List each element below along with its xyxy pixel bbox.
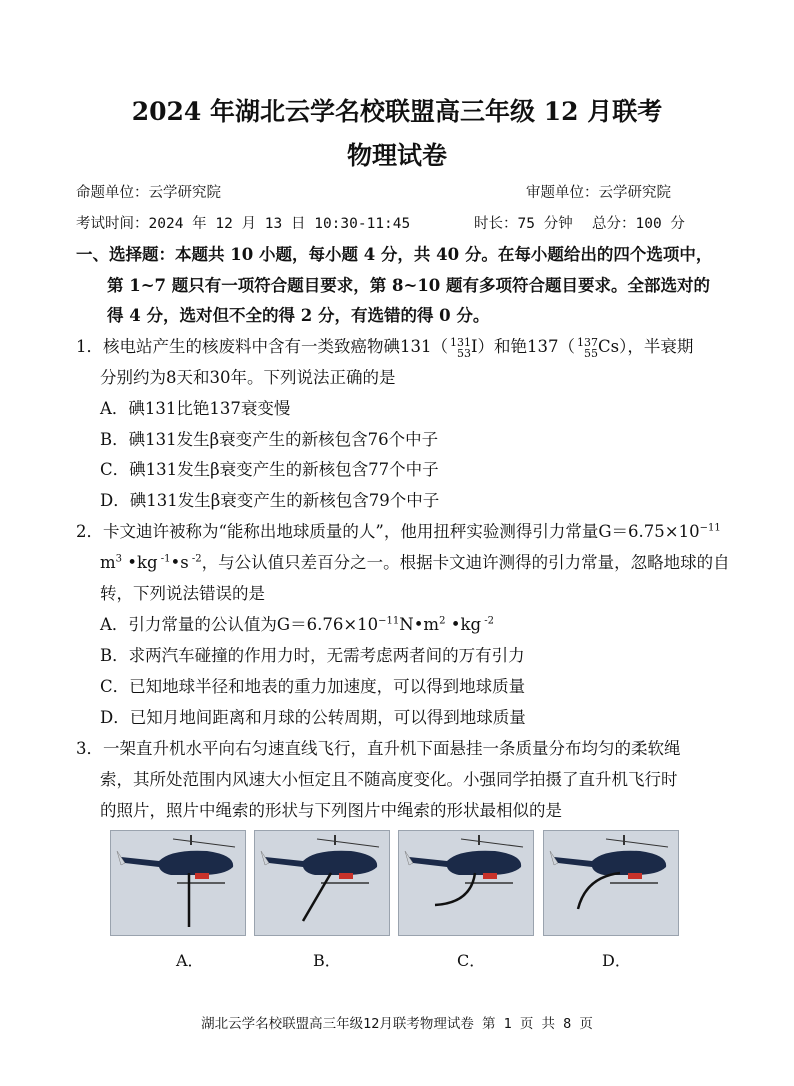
q2-opt-a-exp2: 2 [439, 615, 446, 627]
photo-label-c: C． [457, 951, 486, 970]
exam-subtitle: 物理试卷 [346, 141, 447, 170]
q2-stem-line3: 转，下列说法错误的是 [100, 584, 265, 603]
section-heading-line1: 一、选择题：本题共 10 小题，每小题 4 分，共 40 分。在每小题给出的四个选项中， [76, 245, 713, 264]
q2-opt-a-exp3: -2 [481, 615, 494, 627]
iso1-number: 53 [457, 346, 471, 360]
photo-label-d: D． [602, 951, 631, 970]
exam-time: 考试时间：2024 年 12 月 13 日 10:30-11:45 [76, 216, 411, 232]
helicopter-rope-curved-concave [399, 831, 533, 935]
q1-option-b[interactable]: B．碘131发生β衰变产生的新核包含76个中子 [100, 430, 439, 449]
q1-stem-part3: ），半衰期 [619, 337, 694, 356]
q1-stem-part1: 1．核电站产生的核废料中含有一类致癌物碘131（ [76, 337, 448, 356]
iso1-mass: 131 [450, 335, 471, 349]
q1-option-d[interactable]: D．碘131发生β衰变产生的新核包含79个中子 [100, 491, 440, 510]
section-heading-line3: 得 4 分，选对但不全的得 2 分，有选错的得 0 分。 [107, 306, 490, 325]
q3-stem-line2: 索，其所处范围内风速大小恒定且不随高度变化。小强同学拍摄了直升机飞行时 [100, 770, 678, 789]
iso1-symbol: I [471, 337, 478, 356]
q2-opt-a-exp1: −11 [378, 615, 400, 627]
q2-option-a[interactable] [100, 611, 494, 635]
q2-opt-a-unit: N•m [399, 615, 440, 634]
iso2-number: 55 [584, 346, 599, 360]
photo-option-a[interactable] [110, 830, 246, 936]
q3-stem-line1: 3．一架直升机水平向右匀速直线飞行，直升机下面悬挂一条质量分布均匀的柔软绳 [76, 739, 681, 758]
photo-option-b[interactable] [254, 830, 390, 936]
helicopter-rope-straight-slanted [255, 831, 389, 935]
section-heading-line2: 第 1~7 题只有一项符合题目要求，第 8~10 题有多项符合题目要求。全部选对的 [107, 276, 711, 295]
isotope-cesium [577, 337, 598, 359]
q2-opt-a-text: A．引力常量的公认值为G＝6.76×10 [100, 615, 379, 634]
page-footer: 湖北云学名校联盟高三年级12月联考物理试卷 第 1 页 共 8 页 [201, 1016, 593, 1032]
q2-unit-s-exp: -2 [188, 553, 202, 565]
q2-stem-line2 [100, 549, 730, 573]
review-unit: 审题单位：云学研究院 [526, 185, 671, 201]
q2-opt-a-kg: •kg [445, 615, 482, 634]
q1-stem-part2: ）和铯137（ [477, 337, 576, 356]
photo-label-b: B． [313, 951, 341, 970]
q2-option-d[interactable]: D．已知月地间距离和月球的公转周期，可以得到地球质量 [100, 708, 526, 727]
q2-option-b[interactable]: B．求两汽车碰撞的作用力时，无需考虑两者间的万有引力 [100, 646, 525, 665]
q1-option-a[interactable]: A．碘131比铯137衰变慢 [100, 399, 291, 418]
q2-unit-m: m [100, 553, 116, 572]
q2-unit-kg-exp: -1 [157, 553, 171, 565]
photo-option-d[interactable] [543, 830, 679, 936]
q1-stem-line1 [76, 333, 693, 359]
q3-stem-line3: 的照片，照片中绳索的形状与下列图片中绳索的形状最相似的是 [100, 801, 562, 820]
author-unit: 命题单位：云学研究院 [76, 185, 221, 201]
q2-unit-s: •s [170, 553, 189, 572]
helicopter-rope-straight-vertical [111, 831, 245, 935]
q2-unit-kg: •kg [122, 553, 158, 572]
q1-option-c[interactable]: C．碘131发生β衰变产生的新核包含77个中子 [100, 460, 439, 479]
q2-unit-m-exp: 3 [115, 553, 123, 565]
isotope-iodine [450, 337, 471, 359]
q2-stem-rest: ，与公认值只差百分之一。根据卡文迪许测得的引力常量，忽略地球的自 [201, 553, 730, 572]
q2-exp-g: −11 [699, 522, 721, 534]
q2-stem-line1 [76, 518, 721, 542]
exam-total: 总分：100 分 [592, 216, 685, 232]
q2-stem-part1: 2．卡文迪许被称为“能称出地球质量的人”，他用扭秤实验测得引力常量G＝6.75×10 [76, 522, 700, 541]
exam-title: 2024 年湖北云学名校联盟高三年级 12 月联考 [131, 97, 663, 126]
iso2-mass: 137 [577, 335, 599, 349]
q1-stem-line2: 分别约为8天和30年。下列说法正确的是 [100, 368, 396, 387]
exam-duration: 时长：75 分钟 [474, 216, 573, 232]
photo-label-a: A． [176, 951, 204, 970]
helicopter-rope-curved-convex [544, 831, 678, 935]
q2-option-c[interactable]: C．已知地球半径和地表的重力加速度，可以得到地球质量 [100, 677, 526, 696]
photo-option-c[interactable] [398, 830, 534, 936]
iso2-symbol: Cs [598, 337, 620, 356]
